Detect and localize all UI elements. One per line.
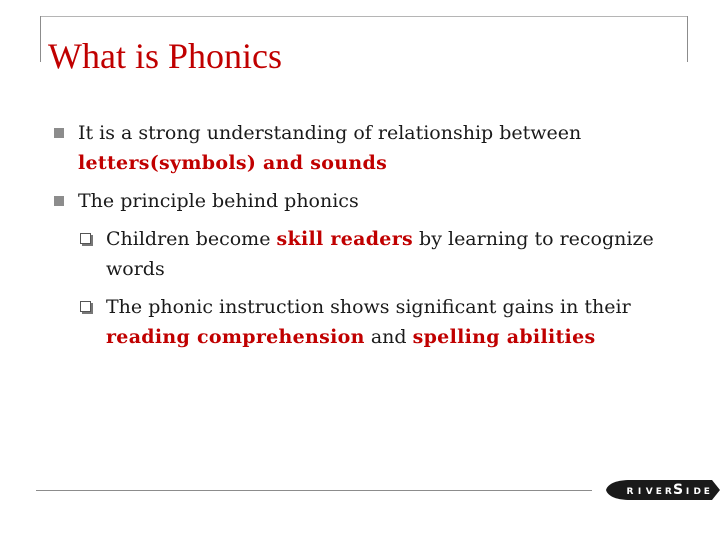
subbullet-text: The phonic instruction shows significant gains in their (106, 296, 631, 318)
logo-letter: R (626, 487, 634, 497)
footer-divider (36, 490, 592, 491)
highlight-skill-readers: skill readers (276, 228, 414, 250)
frame-left-border (40, 16, 41, 62)
bullet-list (48, 118, 668, 360)
hollow-square-bullet-icon (80, 233, 91, 244)
bullet-item-principle (48, 186, 668, 216)
riverside-logo (600, 476, 728, 504)
logo-letter: S (672, 482, 684, 498)
highlight-reading-comprehension: reading comprehension (106, 326, 365, 348)
bullet-text: It is a strong understanding of relationship between (78, 122, 582, 144)
logo-letter: V (645, 487, 653, 497)
logo-letter: E (655, 487, 662, 497)
subbullet-text: by learning to recognize words (106, 228, 654, 280)
logo-letter: D (693, 487, 701, 497)
subbullet-text: and (364, 326, 413, 348)
bullet-text: The principle behind phonics (78, 190, 359, 212)
frame-right-border (687, 16, 688, 62)
slide-title: What is Phonics (48, 36, 282, 76)
hollow-square-bullet-icon (80, 301, 91, 312)
square-bullet-icon (54, 128, 64, 138)
subbullet-item-instruction (48, 292, 668, 352)
logo-letter: E (703, 487, 710, 497)
square-bullet-icon (54, 196, 64, 206)
bullet-item-definition (48, 118, 668, 178)
highlight-spelling-abilities: spelling abilities (412, 326, 596, 348)
highlight-letters-sounds: letters(symbols) and sounds (78, 152, 388, 174)
frame-top-border (40, 16, 688, 17)
subbullet-item-skill-readers (48, 224, 668, 284)
logo-letter: I (685, 487, 690, 497)
subbullet-text: Children become (106, 228, 277, 250)
logo-letter: I (637, 487, 642, 497)
logo-letter: R (664, 487, 672, 497)
